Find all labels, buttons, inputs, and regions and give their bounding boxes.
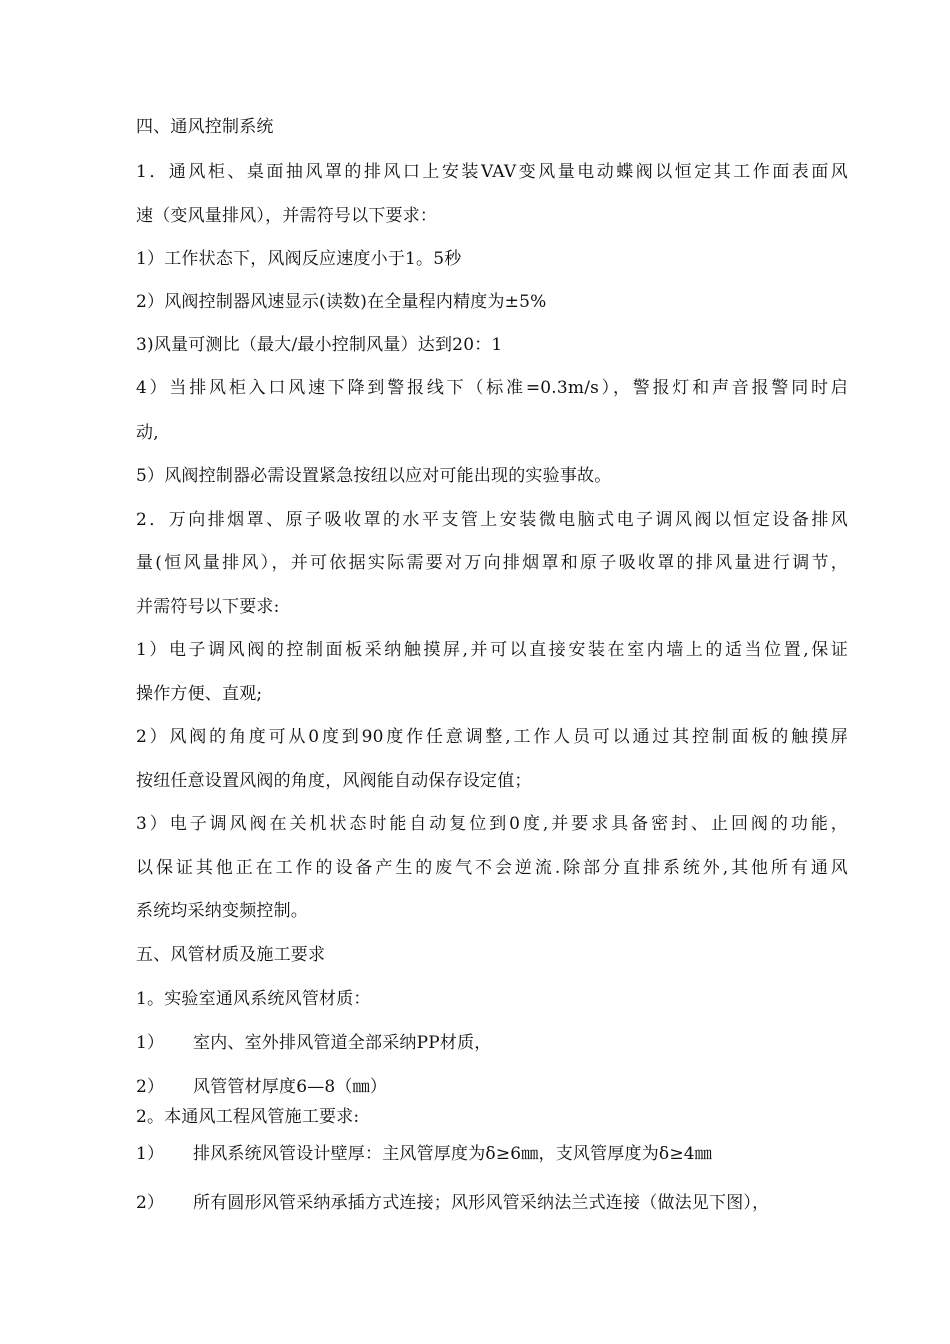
item-1-sub-1: 1）工作状态下，风阀反应速度小于1。5秒 — [136, 249, 462, 269]
material-item-2-number: 2） — [136, 1077, 165, 1097]
item-2-sub-2-line-2: 按纽任意设置风阀的角度，风阀能自动保存设定值； — [136, 771, 532, 791]
item-1-line-1: 1．通风柜、桌面抽风罩的排风口上安装VAV变风量电动蝶阀以恒定其工作面表面风 — [136, 162, 848, 182]
item-1-sub-5: 5）风阀控制器必需设置紧急按纽以应对可能出现的实验事故。 — [136, 466, 612, 486]
item-2-line-2: 量(恒风量排风），并可依据实际需要对万向排烟罩和原子吸收罩的排风量进行调节， — [136, 553, 848, 573]
item-1-line-2: 速（变风量排风），并需符号以下要求： — [136, 206, 438, 226]
material-item-1 — [136, 1032, 491, 1054]
material-item-1-number: 1） — [136, 1033, 165, 1053]
construction-item-2-number: 2） — [136, 1193, 165, 1213]
construction-title: 2。本通风工程风管施工要求: — [136, 1107, 360, 1127]
item-2-sub-1-line-1: 1）电子调风阀的控制面板采纳触摸屏,并可以直接安装在室内墙上的适当位置,保证 — [136, 640, 848, 660]
construction-item-1-number: 1） — [136, 1144, 165, 1164]
item-1-sub-4-line-2: 动, — [136, 423, 159, 443]
item-2-sub-3-line-1: 3）电子调风阀在关机状态时能自动复位到0度,并要求具备密封、止回阀的功能， — [136, 814, 848, 834]
item-2-sub-3-line-3: 系统均采纳变频控制。 — [136, 901, 308, 921]
item-1-sub-4-line-1: 4）当排风柜入口风速下降到警报线下（标准=0.3m/s），警报灯和声音报警同时启 — [136, 378, 848, 398]
item-2-sub-3-line-2: 以保证其他正在工作的设备产生的废气不会逆流.除部分直排系统外,其他所有通风 — [136, 858, 848, 878]
section-4-heading: 四、通风控制系统 — [136, 117, 274, 137]
section-5-heading: 五、风管材质及施工要求 — [136, 945, 326, 965]
material-item-2 — [136, 1076, 387, 1098]
material-item-1-text: 室内、室外排风管道全部采纳PP材质， — [193, 1033, 492, 1053]
construction-item-1-text: 排风系统风管设计壁厚：主风管厚度为δ≥6㎜，支风管厚度为δ≥4㎜ — [193, 1144, 712, 1164]
construction-item-2-text: 所有圆形风管采纳承插方式连接；风形风管采纳法兰式连接（做法见下图）， — [193, 1193, 770, 1213]
material-item-2-text: 风管管材厚度6—8（㎜） — [193, 1077, 388, 1097]
item-1-sub-3: 3)风量可测比（最大/最小控制风量）达到20：1 — [136, 335, 503, 355]
item-2-sub-1-line-2: 操作方便、直观; — [136, 684, 263, 704]
item-2-sub-2-line-1: 2）风阀的角度可从0度到90度作任意调整,工作人员可以通过其控制面板的触摸屏 — [136, 727, 848, 747]
construction-item-2 — [136, 1192, 769, 1214]
item-2-line-3: 并需符号以下要求: — [136, 597, 280, 617]
construction-item-1 — [136, 1143, 712, 1165]
item-2-line-1: 2．万向排烟罩、原子吸收罩的水平支管上安装微电脑式电子调风阀以恒定设备排风 — [136, 510, 848, 530]
item-1-sub-2: 2）风阀控制器风速显示(读数)在全量程内精度为±5% — [136, 292, 547, 312]
material-title: 1。实验室通风系统风管材质： — [136, 989, 371, 1009]
